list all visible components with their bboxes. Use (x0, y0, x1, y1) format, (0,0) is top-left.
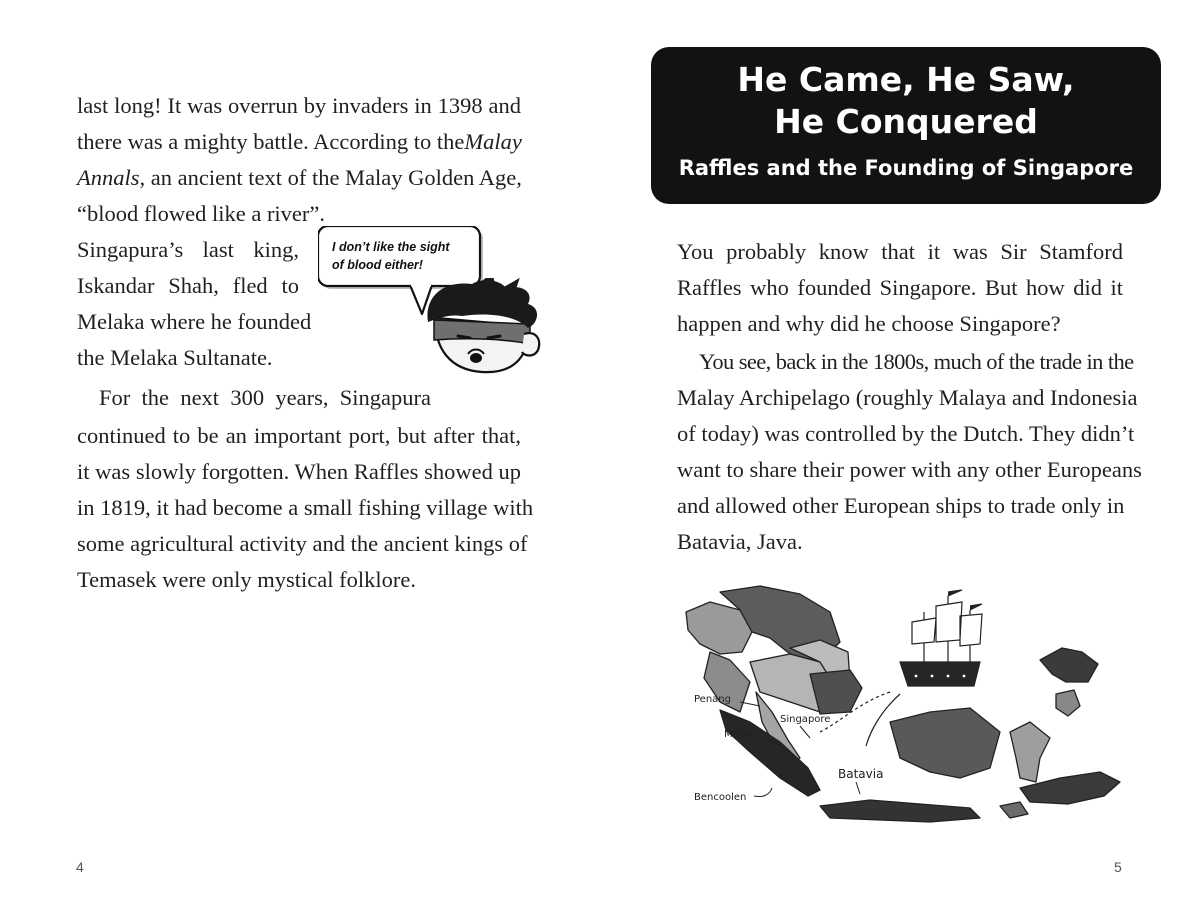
right-body-line-6: of today) was controlled by the Dutch. They didn’t (677, 421, 1135, 446)
body-line-2-text: there was a mighty battle. According to the (77, 129, 465, 154)
right-body-line-4: You see, back in the 1800s, much of the trade in the (699, 349, 1134, 374)
map-label-batavia: Batavia (838, 767, 884, 781)
right-body-line-7: want to share their power with any other Europeans (677, 457, 1142, 482)
map-label-singapore: Singapore (780, 714, 831, 725)
cartoon-boy-illustration (420, 278, 550, 378)
map-label-bencoolen: Bencoolen (694, 792, 747, 803)
body-line-2 (77, 124, 521, 160)
chapter-title-line-1: He Came, He Saw, (737, 60, 1075, 99)
right-body-line-8: and allowed other European ships to trade only in (677, 493, 1125, 518)
speech-bubble-text (332, 238, 450, 274)
body-line-9: For the next 300 years, Singapura (99, 385, 431, 410)
right-body-line-5: Malay Archipelago (roughly Malaya and Indonesia (677, 385, 1138, 410)
body-line-12: in 1819, it had become a small fishing village with (77, 495, 534, 520)
map-illustration (680, 582, 1130, 842)
right-body-line-2: Raffles who founded Singapore. But how did it (677, 275, 1123, 300)
malay-italic: Malay (464, 129, 522, 154)
right-page (600, 0, 1200, 921)
speech-line-2: of blood either! (332, 258, 423, 272)
page-number-left: 4 (76, 859, 84, 875)
body-line-11: it was slowly forgotten. When Raffles showed up (77, 459, 521, 484)
chapter-banner (651, 47, 1161, 204)
map-label-melaka: Melaka (724, 729, 760, 740)
body-line-3-text: , an ancient text of the Malay Golden Age, (139, 165, 522, 190)
right-body-line-1: You probably know that it was Sir Stamford (677, 239, 1123, 264)
body-line-13: some agricultural activity and the ancient kings of (77, 531, 528, 556)
map-label-penang: Penang (694, 694, 731, 705)
speech-line-1: I don’t like the sight (332, 240, 450, 254)
annals-italic: Annals (77, 165, 140, 190)
body-line-10: continued to be an important port, but after that, (77, 423, 521, 448)
body-line-6: Iskandar Shah, fled to (77, 273, 299, 298)
body-line-8: the Melaka Sultanate. (77, 345, 273, 370)
right-body-line-3: happen and why did he choose Singapore? (677, 311, 1061, 336)
chapter-title-line-2: He Conquered (774, 102, 1038, 141)
body-line-5: Singapura’s last king, (77, 237, 299, 262)
body-line-1: last long! It was overrun by invaders in 1398 and (77, 93, 521, 118)
body-line-7: Melaka where he founded (77, 309, 312, 334)
body-line-14: Temasek were only mystical folklore. (77, 567, 416, 592)
page-number-right: 5 (1114, 859, 1122, 875)
body-line-3 (77, 160, 521, 196)
chapter-subtitle: Raffles and the Founding of Singapore (678, 156, 1134, 180)
body-line-4: “blood flowed like a river”. (77, 201, 326, 226)
right-body-line-9: Batavia, Java. (677, 529, 803, 554)
